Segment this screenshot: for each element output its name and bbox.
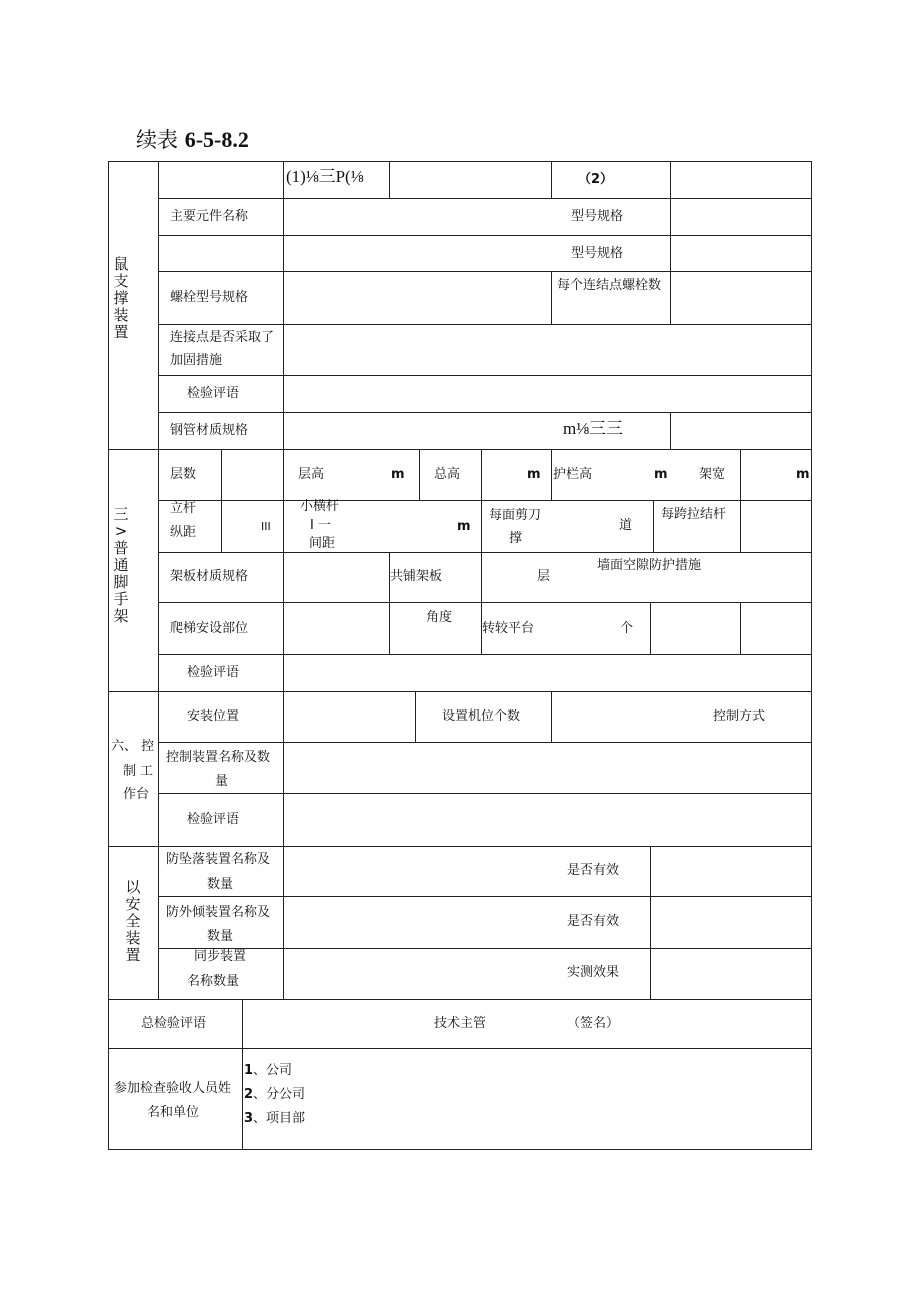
table-grid-lines bbox=[108, 161, 812, 1150]
section-label-control-line1: 六、 控 bbox=[111, 739, 155, 754]
title-prefix: 续表 bbox=[136, 128, 178, 152]
label-anti-fall-line2: 数量 bbox=[207, 877, 234, 892]
label-element-name: 主要元件名称 bbox=[170, 209, 249, 224]
label-boards-total: 共铺架板 bbox=[390, 569, 443, 584]
label-participants-line1: 参加检查验收人员姓 bbox=[114, 1081, 232, 1096]
label-board-spec: 架板材质规格 bbox=[170, 569, 249, 584]
label-transom-line2: I 一 bbox=[310, 518, 331, 533]
label-machine-count: 设置机位个数 bbox=[442, 709, 521, 724]
label-install-position: 安装位置 bbox=[187, 709, 240, 724]
label-frame-width: 架宽 bbox=[699, 467, 726, 482]
label-layers: 层数 bbox=[170, 467, 197, 482]
section-label-control-line3: 作台 bbox=[123, 787, 150, 802]
participant-item-company: 1、公司 bbox=[244, 1063, 293, 1078]
unit-m-2: m bbox=[527, 467, 541, 482]
label-device-name-line2: 量 bbox=[215, 774, 229, 789]
title-number: 6-5-8.2 bbox=[184, 127, 249, 152]
label-tech-manager: 技术主管 bbox=[434, 1016, 487, 1031]
label-reinforce-line2: 加固措施 bbox=[170, 353, 223, 368]
label-effective-2: 是否有效 bbox=[567, 914, 620, 929]
label-effective-1: 是否有效 bbox=[567, 863, 620, 878]
section-label-support: 鼠 支 撑 装 置 bbox=[113, 255, 129, 341]
participant-item-project: 3、项目部 bbox=[244, 1111, 306, 1126]
label-anti-tilt-line2: 数量 bbox=[207, 929, 234, 944]
unit-ge: 个 bbox=[620, 621, 634, 636]
label-model-spec-2: 型号规格 bbox=[571, 246, 624, 261]
label-layer-height: 层高 bbox=[298, 467, 325, 482]
label-angle: 角度 bbox=[426, 610, 453, 625]
unit-m-5: m bbox=[457, 519, 471, 534]
label-pole-line2: 纵距 bbox=[170, 525, 197, 540]
label-reinforce-line1: 连接点是否采取了 bbox=[170, 330, 275, 345]
label-sync-line1: 同步装置 bbox=[194, 949, 247, 964]
label-scissor-line2: 撑 bbox=[509, 531, 523, 546]
label-bolt-spec: 螺栓型号规格 bbox=[170, 290, 249, 305]
header-cell-1: (1)⅛三P(⅛ bbox=[286, 167, 364, 186]
inspection-table bbox=[108, 161, 812, 1150]
label-scissor-line1: 每面剪刀 bbox=[489, 508, 542, 523]
label-control-mode: 控制方式 bbox=[713, 709, 766, 724]
unit-dao: 道 bbox=[619, 518, 633, 533]
label-sync-line2: 名称数量 bbox=[187, 974, 240, 989]
label-pole-line1: 立杆 bbox=[170, 501, 197, 516]
label-model-spec-1: 型号规格 bbox=[571, 209, 624, 224]
unit-ceng: 层 bbox=[537, 569, 551, 584]
label-participants-line2: 名和单位 bbox=[147, 1105, 200, 1120]
label-wall-gap: 墙面空隙防护措施 bbox=[597, 558, 702, 573]
unit-m-4: m bbox=[796, 467, 810, 482]
unit-m-3: m bbox=[654, 467, 668, 482]
label-transom-line1: 小横杆 bbox=[300, 499, 340, 514]
label-device-name-line1: 控制装置名称及数 bbox=[166, 750, 271, 765]
label-guardrail-height: 护栏高 bbox=[553, 467, 593, 482]
label-control-review: 检验评语 bbox=[187, 812, 240, 827]
label-signature: （签名） bbox=[567, 1016, 620, 1031]
label-total-height: 总高 bbox=[434, 467, 461, 482]
section-label-safety: 以 安 全 装 置 bbox=[125, 878, 141, 964]
label-bolts-per-joint: 每个连结点螺栓数 bbox=[557, 278, 662, 293]
header-cell-2: （2） bbox=[578, 172, 614, 187]
label-anti-tilt-line1: 防外倾装置名称及 bbox=[166, 905, 271, 920]
label-tie-per-span: 每跨拉结杆 bbox=[661, 507, 727, 522]
label-support-review: 检验评语 bbox=[187, 386, 240, 401]
participant-item-branch: 2、分公司 bbox=[244, 1087, 306, 1102]
label-measured-effect: 实测效果 bbox=[567, 965, 620, 980]
label-overall-review: 总检验评语 bbox=[141, 1016, 207, 1031]
page-title bbox=[136, 124, 249, 154]
label-scaffold-review: 检验评语 bbox=[187, 665, 240, 680]
label-steel-pipe-spec: 钢管材质规格 bbox=[170, 423, 249, 438]
misc-text: m⅛三三 bbox=[563, 419, 623, 438]
unit-iii: III bbox=[261, 520, 271, 533]
label-turn-platform: 转较平台 bbox=[482, 621, 535, 636]
label-transom-line3: 间距 bbox=[309, 536, 336, 551]
unit-m-1: m bbox=[391, 467, 405, 482]
section-label-scaffold: 三 > 普 通 脚 手 架 bbox=[113, 505, 129, 625]
label-anti-fall-line1: 防坠落装置名称及 bbox=[166, 852, 271, 867]
label-ladder-position: 爬梯安设部位 bbox=[170, 621, 249, 636]
section-label-control-line2: 制 工 bbox=[123, 764, 154, 779]
